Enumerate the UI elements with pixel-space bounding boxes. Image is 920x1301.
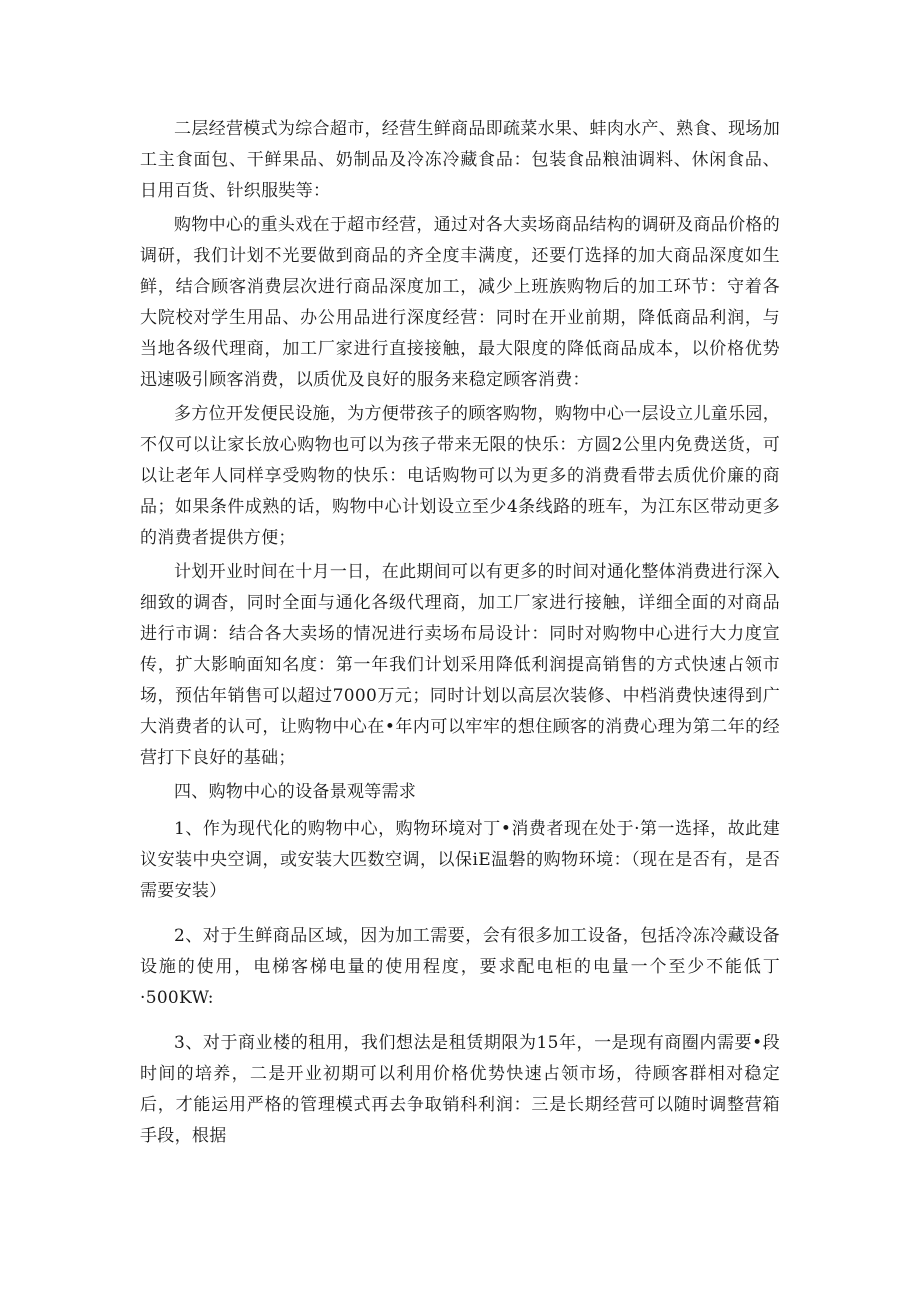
section-heading: 四、购物中心的设备景观等需求 [174,782,417,802]
list-item-lease-term: 3、对于商业楼的租用，我们想法是租赁期限为15年，一是现有商圈内需要•段时间的培养，二是开业初期可以利用价格优势快速占领市场，待顾客群相对稳定后，才能运用严格的管理模式再去争取销科利润：三是长期经营可以随时调整营箱手段，根据 [140,1033,780,1146]
list-item-power-supply: 2、对于生鲜商品区域，因为加工需要，会有很多加工设备，包括冷冻冷藏设备设施的使用，电梯客梯电量的使用程度，要求配电柜的电量一个至少不能低丁·500KW: [140,926,780,1008]
paragraph-convenience-facilities: 多方位开发便民设施，为方便带孩子的顾客购物，购物中心一层设立儿童乐园，不仅可以让家长放心购物也可以为孩子带来无限的快乐：方圆2公里内免费送货，可以让老年人同样享受购物的快乐：电话购物可以为更多的消费看带去质优价廉的商品；如果条件成熟的话，购物中心计划设立至少4条线路的班车，为江东区带动更多的消费者提供方便； [140,404,780,548]
paragraph-opening-plan: 计划开业时间在十月一日，在此期间可以有更多的时间对通化整体消费进行深入细致的调杳，同时全面与通化各级代理商，加工厂家进行接触，详细全面的对商品进行市调：结合各大卖场的情况进行卖场布局设计：同时对购物中心进行大力度宣传，扩大影晌面知名度：第一年我们计划采用降低利润提高销售的方式快速占领市场，预估年销售可以超过7000万元；同时计划以高层次装修、中档消费快速得到广大消费者的认可，让购物中心在•年内可以牢牢的想住顾客的消费心理为第二年的经营打下良好的基础； [140,562,780,768]
document-body [140,114,780,1155]
paragraph-supermarket-model: 二层经营模式为综合超市，经营生鲜商品即疏菜水果、蚌肉水产、熟食、现场加工主食面包、干鲜果品、奶制品及冷冻冷藏食品：包装食品粮油调料、休闲食品、日用百货、针织服奘等： [140,119,780,201]
list-item-air-conditioning: 1、作为现代化的购物中心，购物环境对丁•消费者现在处于·第一选择，故此建议安装中央空调，或安装大匹数空调，以保iE温磐的购物环境：（现在是否有，是否需要安装） [140,819,780,901]
paragraph-supermarket-strategy: 购物中心的重头戏在于超市经营，通过对各大卖场商品结构的调研及商品价格的调研，我们计划不光要做到商品的齐全度丰满度，还要仃选择的加大商品深度如生鲜，结合顾客消费层次进行商品深度加工，减少上班族购物后的加工环节：守着各大院校对学生用品、办公用品进行深度经营：同时在开业前期，降低商品利润，与当地各级代理商，加工厂家进行直接接触，最大限度的降低商品成本，以价格优势迅速吸引顾客消费，以质优及良好的服务来稳定顾客消费： [140,215,780,390]
